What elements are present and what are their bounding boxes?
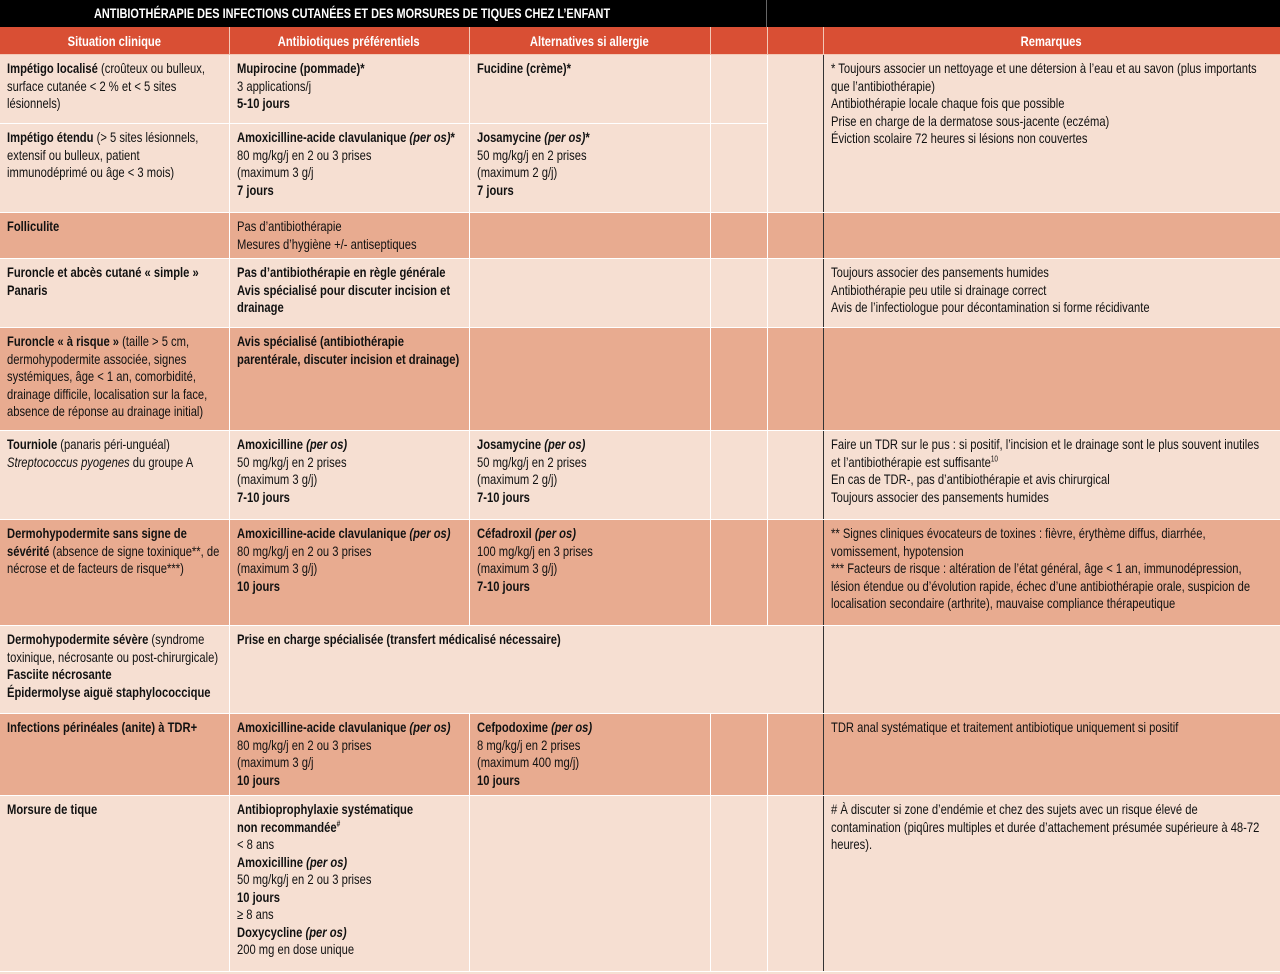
cell-situation: Dermohypodermite sévère (syndrome toxinique, nécrosante ou post-chirurgicale) Fasciite nécrosante Épidermolyse aiguë staphylococcique — [0, 626, 229, 714]
cell-antibiotiques: Amoxicilline-acide clavulanique (per os) 80 mg/kg/j en 2 ou 3 prises (maximum 3 g/j) 10 jours — [229, 520, 469, 626]
title-divider — [766, 0, 767, 27]
cell-empty — [710, 259, 767, 328]
title-bar — [0, 0, 1280, 27]
table-row — [0, 213, 1280, 259]
table-title: ANTIBIOTHÉRAPIE DES INFECTIONS CUTANÉES ET DES MORSURES DE TIQUES CHEZ L’ENFANT — [94, 5, 611, 21]
cell-situation: Furoncle « à risque » (taille > 5 cm, dermohypodermite associée, signes systémiques, âge < 1 an, comorbidité, drainage difficile, localisation sur la face, absence de réponse au drainage initial) — [0, 328, 229, 431]
table-row — [0, 796, 1280, 972]
cell-situation: Impétigo localisé (croûteux ou bulleux, surface cutanée < 2 % et < 5 sites lésionnels) — [0, 55, 229, 124]
cell-empty — [767, 259, 823, 328]
cell-empty — [767, 626, 823, 714]
cell-empty — [710, 55, 767, 124]
cell-antibiotiques: Amoxicilline-acide clavulanique (per os)* 80 mg/kg/j en 2 ou 3 prises (maximum 3 g/j 7 jours — [229, 124, 469, 213]
antibiotic-table — [0, 27, 1280, 972]
cell-empty — [710, 328, 767, 431]
cell-empty — [710, 213, 767, 259]
table-row — [0, 55, 1280, 124]
cell-antibiotiques: Avis spécialisé (antibiothérapie parentérale, discuter incision et drainage) — [229, 328, 469, 431]
cell-antibiotiques: Pas d’antibiothérapie Mesures d’hygiène +/- antiseptiques — [229, 213, 469, 259]
cell-alternatives — [469, 796, 710, 972]
cell-remarques: * Toujours associer un nettoyage et une détersion à l’eau et au savon (plus importants que l’antibiothérapie) Antibiothérapie locale chaque fois que possible Prise en charge de la dermatose sous-jacente (eczéma) Éviction scolaire 72 heures si lésions non couvertes — [823, 55, 1280, 213]
cell-empty — [710, 431, 767, 520]
table-row — [0, 328, 1280, 431]
cell-remarques: # À discuter si zone d’endémie et chez des sujets avec un risque élevé de contamination (piqûres multiples et durée d’attachement présumée supérieure à 48-72 heures). — [823, 796, 1280, 972]
cell-alternatives: Josamycine (per os)* 50 mg/kg/j en 2 prises (maximum 2 g/j) 7 jours — [469, 124, 710, 213]
header-empty — [767, 27, 823, 55]
cell-situation: Tourniole (panaris péri-unguéal) Streptococcus pyogenes du groupe A — [0, 431, 229, 520]
cell-remarques — [823, 213, 1280, 259]
cell-situation: Dermohypodermite sans signe de sévérité (absence de signe toxinique**, de nécrose et de facteurs de risque***) — [0, 520, 229, 626]
cell-alternatives — [469, 213, 710, 259]
cell-alternatives: Céfadroxil (per os) 100 mg/kg/j en 3 prises (maximum 3 g/j) 7-10 jours — [469, 520, 710, 626]
table-row — [0, 431, 1280, 520]
cell-antibiotiques: Antibioprophylaxie systématique non recommandée# < 8 ans Amoxicilline (per os) 50 mg/kg/j en 2 ou 3 prises 10 jours ≥ 8 ans Doxycycline (per os) 200 mg en dose unique — [229, 796, 469, 972]
cell-remarques: TDR anal systématique et traitement antibiotique uniquement si positif — [823, 714, 1280, 796]
header-row — [0, 27, 1280, 55]
cell-alternatives: Josamycine (per os) 50 mg/kg/j en 2 prises (maximum 2 g/j) 7-10 jours — [469, 431, 710, 520]
header-alternatives: Alternatives si allergie — [469, 27, 710, 55]
cell-remarques: ** Signes cliniques évocateurs de toxines : fièvre, érythème diffus, diarrhée, vomissement, hypotension *** Facteurs de risque : altération de l’état général, âge < 1 an, immunodépression, lésion étendue ou d’évolution rapide, échec d’une antibiothérapie orale, suspicion de localisation secondaire (arthrite), mauvaise compliance thérapeutique — [823, 520, 1280, 626]
cell-alternatives: Cefpodoxime (per os) 8 mg/kg/j en 2 prises (maximum 400 mg/j) 10 jours — [469, 714, 710, 796]
cell-remarques — [823, 328, 1280, 431]
table-row — [0, 714, 1280, 796]
cell-empty — [710, 520, 767, 626]
cell-empty — [767, 55, 823, 213]
cell-remarques: Faire un TDR sur le pus : si positif, l’incision et le drainage sont le plus souvent inutiles et l’antibiothérapie est suffisante$^{10}$ En cas de TDR-, pas d’antibiothérapie et avis chirurgical Toujours associer des pansements humides — [823, 431, 1280, 520]
cell-antibiotiques: Amoxicilline (per os) 50 mg/kg/j en 2 prises (maximum 3 g/j) 7-10 jours — [229, 431, 469, 520]
header-antibiotiques: Antibiotiques préférentiels — [229, 27, 469, 55]
cell-situation: Infections périnéales (anite) à TDR+ — [0, 714, 229, 796]
cell-remarques — [823, 626, 1280, 714]
header-remarques: Remarques — [823, 27, 1280, 55]
cell-situation: Furoncle et abcès cutané « simple » Panaris — [0, 259, 229, 328]
cell-empty — [767, 520, 823, 626]
cell-empty — [767, 328, 823, 431]
cell-empty — [710, 714, 767, 796]
cell-remarques: Toujours associer des pansements humides Antibiothérapie peu utile si drainage correct Avis de l’infectiologue pour décontamination si forme récidivante — [823, 259, 1280, 328]
table-row — [0, 259, 1280, 328]
cell-alternatives: Fucidine (crème)* — [469, 55, 710, 124]
header-situation: Situation clinique — [0, 27, 229, 55]
cell-antibiotiques: Mupirocine (pommade)* 3 applications/j 5-10 jours — [229, 55, 469, 124]
header-empty — [710, 27, 767, 55]
cell-empty — [767, 431, 823, 520]
cell-empty — [767, 796, 823, 972]
cell-situation: Folliculite — [0, 213, 229, 259]
cell-antibiotiques: Prise en charge spécialisée (transfert médicalisé nécessaire) — [229, 626, 767, 714]
table-row — [0, 520, 1280, 626]
cell-alternatives — [469, 328, 710, 431]
cell-antibiotiques: Pas d’antibiothérapie en règle générale Avis spécialisé pour discuter incision et drainage — [229, 259, 469, 328]
cell-antibiotiques: Amoxicilline-acide clavulanique (per os) 80 mg/kg/j en 2 ou 3 prises (maximum 3 g/j 10 jours — [229, 714, 469, 796]
cell-empty — [710, 124, 767, 213]
cell-situation: Morsure de tique — [0, 796, 229, 972]
cell-empty — [710, 796, 767, 972]
cell-empty — [767, 213, 823, 259]
cell-situation: Impétigo étendu (> 5 sites lésionnels, extensif ou bulleux, patient immunodéprimé ou âge < 3 mois) — [0, 124, 229, 213]
table-row — [0, 626, 1280, 714]
cell-empty — [767, 714, 823, 796]
cell-alternatives — [469, 259, 710, 328]
